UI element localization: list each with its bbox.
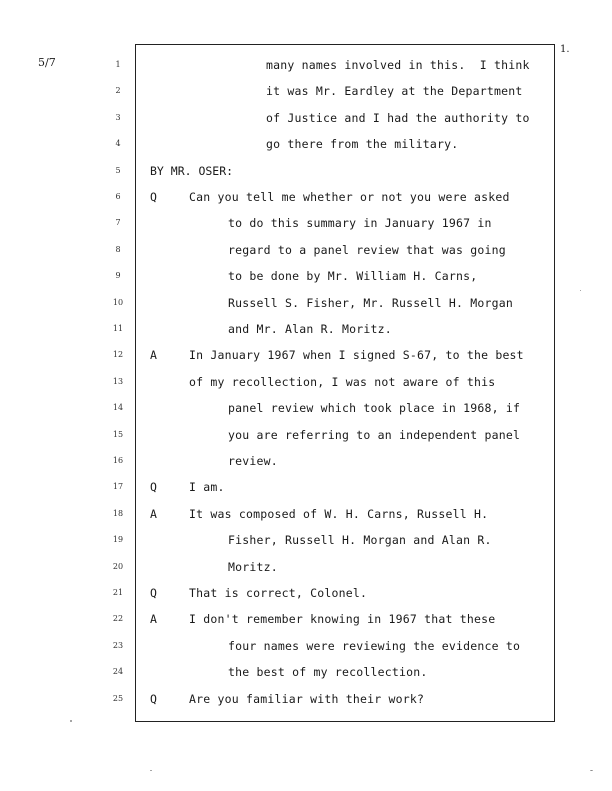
transcript-line: four names were reviewing the evidence to bbox=[228, 638, 521, 653]
transcript-line: you are referring to an independent panel bbox=[228, 427, 521, 442]
transcript-line: go there from the military. bbox=[266, 137, 459, 152]
transcript-line: Are you familiar with their work? bbox=[189, 691, 425, 706]
transcript-line: Can you tell me whether or not you were asked bbox=[189, 190, 510, 204]
transcript-line: and Mr. Alan R. Moritz. bbox=[228, 322, 392, 336]
transcript-line: of my recollection, I was not aware of this bbox=[189, 374, 496, 389]
scan-speck bbox=[150, 770, 152, 771]
line-number: 15 bbox=[112, 429, 124, 439]
examiner-heading: BY MR. OSER: bbox=[150, 163, 234, 178]
transcript-line: of Justice and I had the authority to bbox=[266, 110, 530, 125]
line-number: 5 bbox=[115, 165, 121, 175]
corner-mark: 1. bbox=[560, 44, 570, 55]
line-number: 9 bbox=[115, 271, 121, 281]
line-number: 6 bbox=[115, 192, 121, 201]
line-number: 21 bbox=[112, 588, 124, 597]
speaker-label: Q bbox=[150, 190, 157, 204]
line-number: 13 bbox=[112, 376, 124, 386]
scan-speck bbox=[580, 290, 581, 291]
line-number: 20 bbox=[112, 561, 124, 571]
transcript-line: panel review which took place in 1968, if bbox=[228, 401, 521, 416]
transcript-line: In January 1967 when I signed S-67, to the best bbox=[189, 348, 524, 363]
speaker-label: Q bbox=[150, 691, 157, 706]
transcript-line: Russell S. Fisher, Mr. Russell H. Morgan bbox=[228, 295, 513, 310]
transcript-line: to be done by Mr. William H. Carns, bbox=[228, 269, 478, 284]
transcript-line: I am. bbox=[189, 480, 225, 495]
transcript-line: to do this summary in January 1967 in bbox=[228, 216, 492, 231]
line-number: 14 bbox=[112, 403, 124, 413]
transcript-line: Moritz. bbox=[228, 559, 278, 574]
speaker-label: A bbox=[150, 506, 157, 521]
speaker-label: A bbox=[150, 348, 157, 363]
speaker-label: A bbox=[150, 612, 157, 627]
line-number: 22 bbox=[112, 614, 124, 624]
line-number: 16 bbox=[112, 456, 124, 465]
line-number: 8 bbox=[115, 244, 121, 254]
line-number: 2 bbox=[115, 86, 121, 96]
page-marker: 5/7 bbox=[38, 56, 56, 69]
line-number: 25 bbox=[112, 693, 124, 703]
speaker-label: Q bbox=[150, 586, 157, 600]
line-number: 12 bbox=[112, 350, 124, 360]
transcript-line: That is correct, Colonel. bbox=[189, 586, 368, 600]
line-number: 10 bbox=[112, 297, 124, 307]
transcript-line: many names involved in this. I think bbox=[266, 58, 530, 72]
line-number: 3 bbox=[115, 112, 121, 122]
line-number: 18 bbox=[112, 508, 124, 518]
transcript-line: Fisher, Russell H. Morgan and Alan R. bbox=[228, 533, 492, 548]
transcript-line: it was Mr. Eardley at the Department bbox=[266, 84, 523, 99]
transcript-line: the best of my recollection. bbox=[228, 665, 428, 680]
transcript-line: regard to a panel review that was going bbox=[228, 242, 506, 257]
line-number: 24 bbox=[112, 667, 124, 677]
line-number: 17 bbox=[112, 482, 124, 492]
scan-speck bbox=[70, 720, 72, 722]
line-number: 4 bbox=[115, 139, 121, 149]
transcript-line: I don't remember knowing in 1967 that these bbox=[189, 612, 496, 627]
transcript-line: review. bbox=[228, 454, 278, 468]
scan-speck bbox=[590, 770, 593, 771]
transcript-line: It was composed of W. H. Carns, Russell H. bbox=[189, 506, 489, 521]
speaker-label: Q bbox=[150, 480, 157, 495]
line-number: 1 bbox=[115, 60, 121, 69]
line-number: 23 bbox=[112, 640, 124, 650]
line-number: 19 bbox=[112, 535, 124, 545]
line-number: 11 bbox=[112, 324, 124, 333]
line-number: 7 bbox=[115, 218, 121, 228]
